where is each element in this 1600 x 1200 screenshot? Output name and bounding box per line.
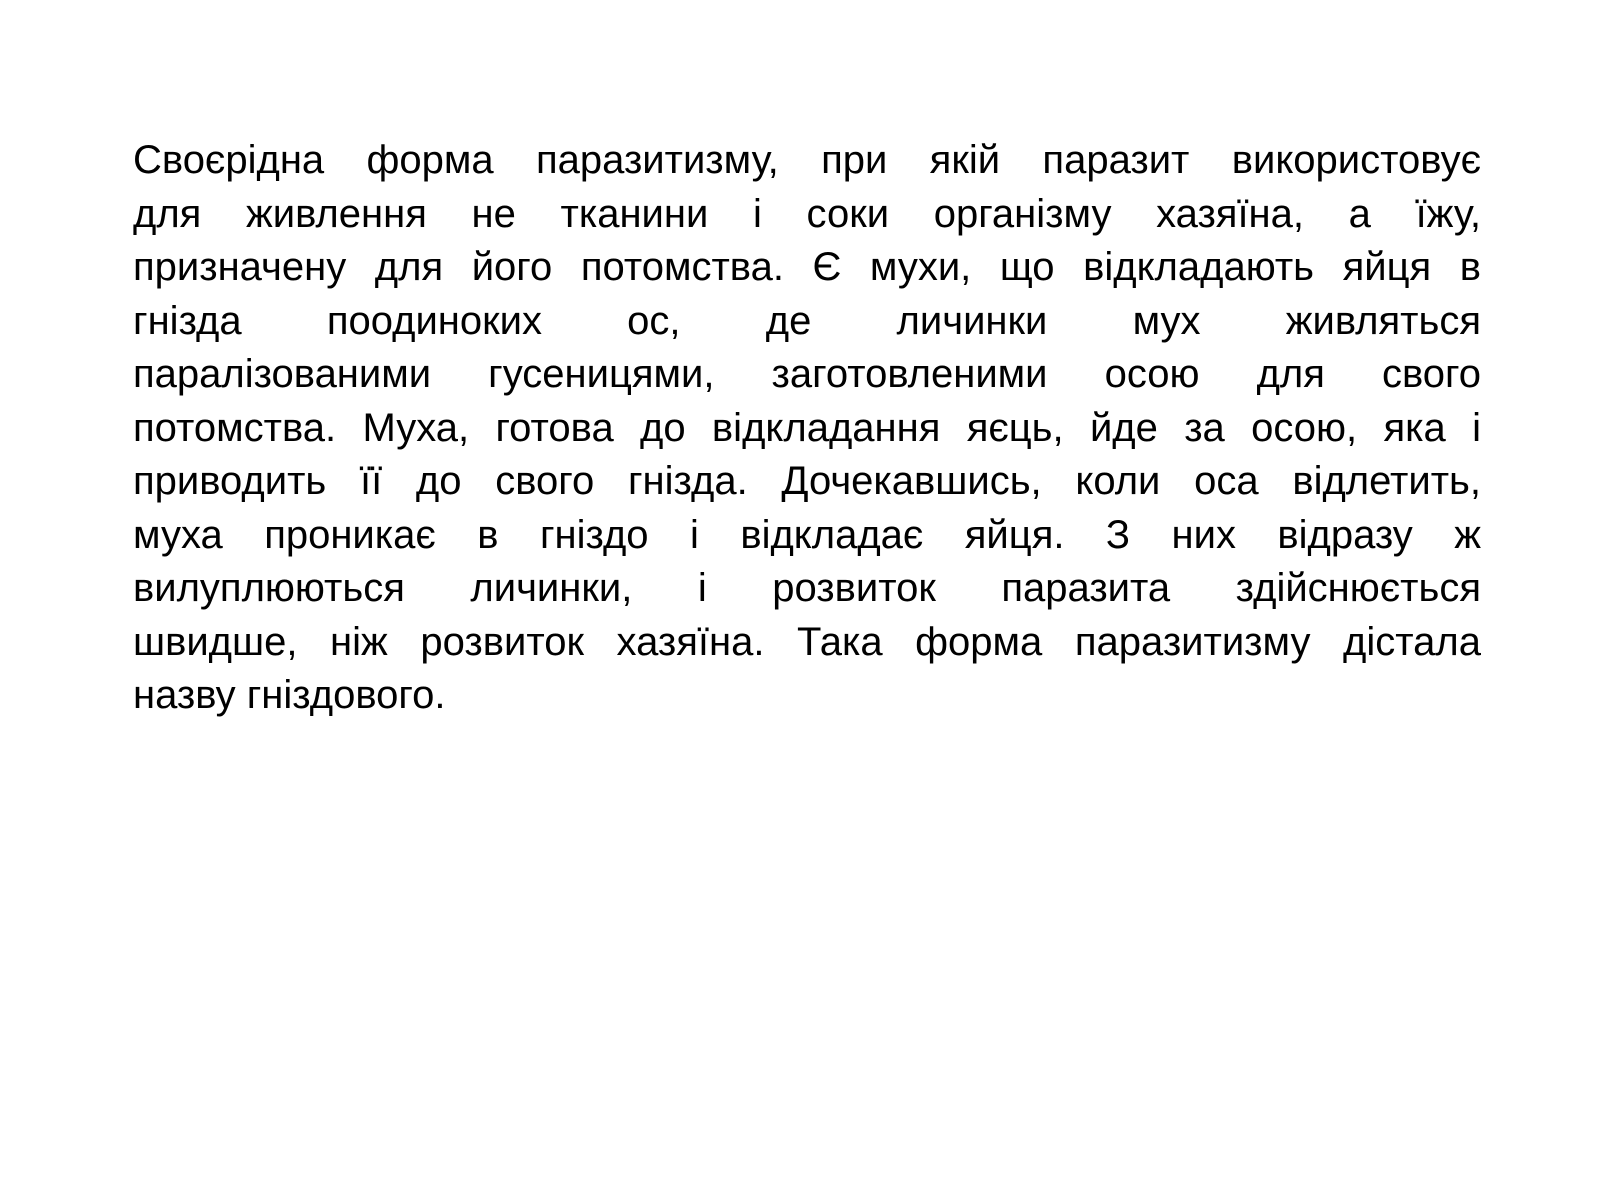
paragraph-line: приводить її до свого гнізда. Дочекавшись, коли оса відлетить,: [133, 459, 1481, 503]
paragraph-line: потомства. Муха, готова до відкладання яєць, йде за осою, яка і: [133, 405, 1481, 450]
paragraph-line: призначену для його потомства. Є мухи, що відкладають яйця в: [133, 245, 1481, 289]
paragraph-line: Своєрідна форма паразитизму, при якій паразит використовує: [133, 138, 1481, 182]
body-paragraph: [133, 134, 1481, 723]
paragraph-line: паралізованими гусеницями, заготовленими осою для свого: [133, 352, 1481, 396]
paragraph-line: муха проникає в гніздо і відкладає яйця. З них відразу ж: [133, 512, 1481, 557]
paragraph-line: гнізда поодиноких ос, де личинки мух живляться: [133, 298, 1481, 343]
paragraph-line-last: назву гніздового.: [133, 673, 446, 717]
paragraph-line: вилуплюються личинки, і розвиток паразита здійснюється: [133, 566, 1481, 610]
paragraph-line: швидше, ніж розвиток хазяїна. Така форма паразитизму дістала: [133, 619, 1481, 664]
paragraph-line: для живлення не тканини і соки організму хазяїна, а їжу,: [133, 191, 1481, 236]
